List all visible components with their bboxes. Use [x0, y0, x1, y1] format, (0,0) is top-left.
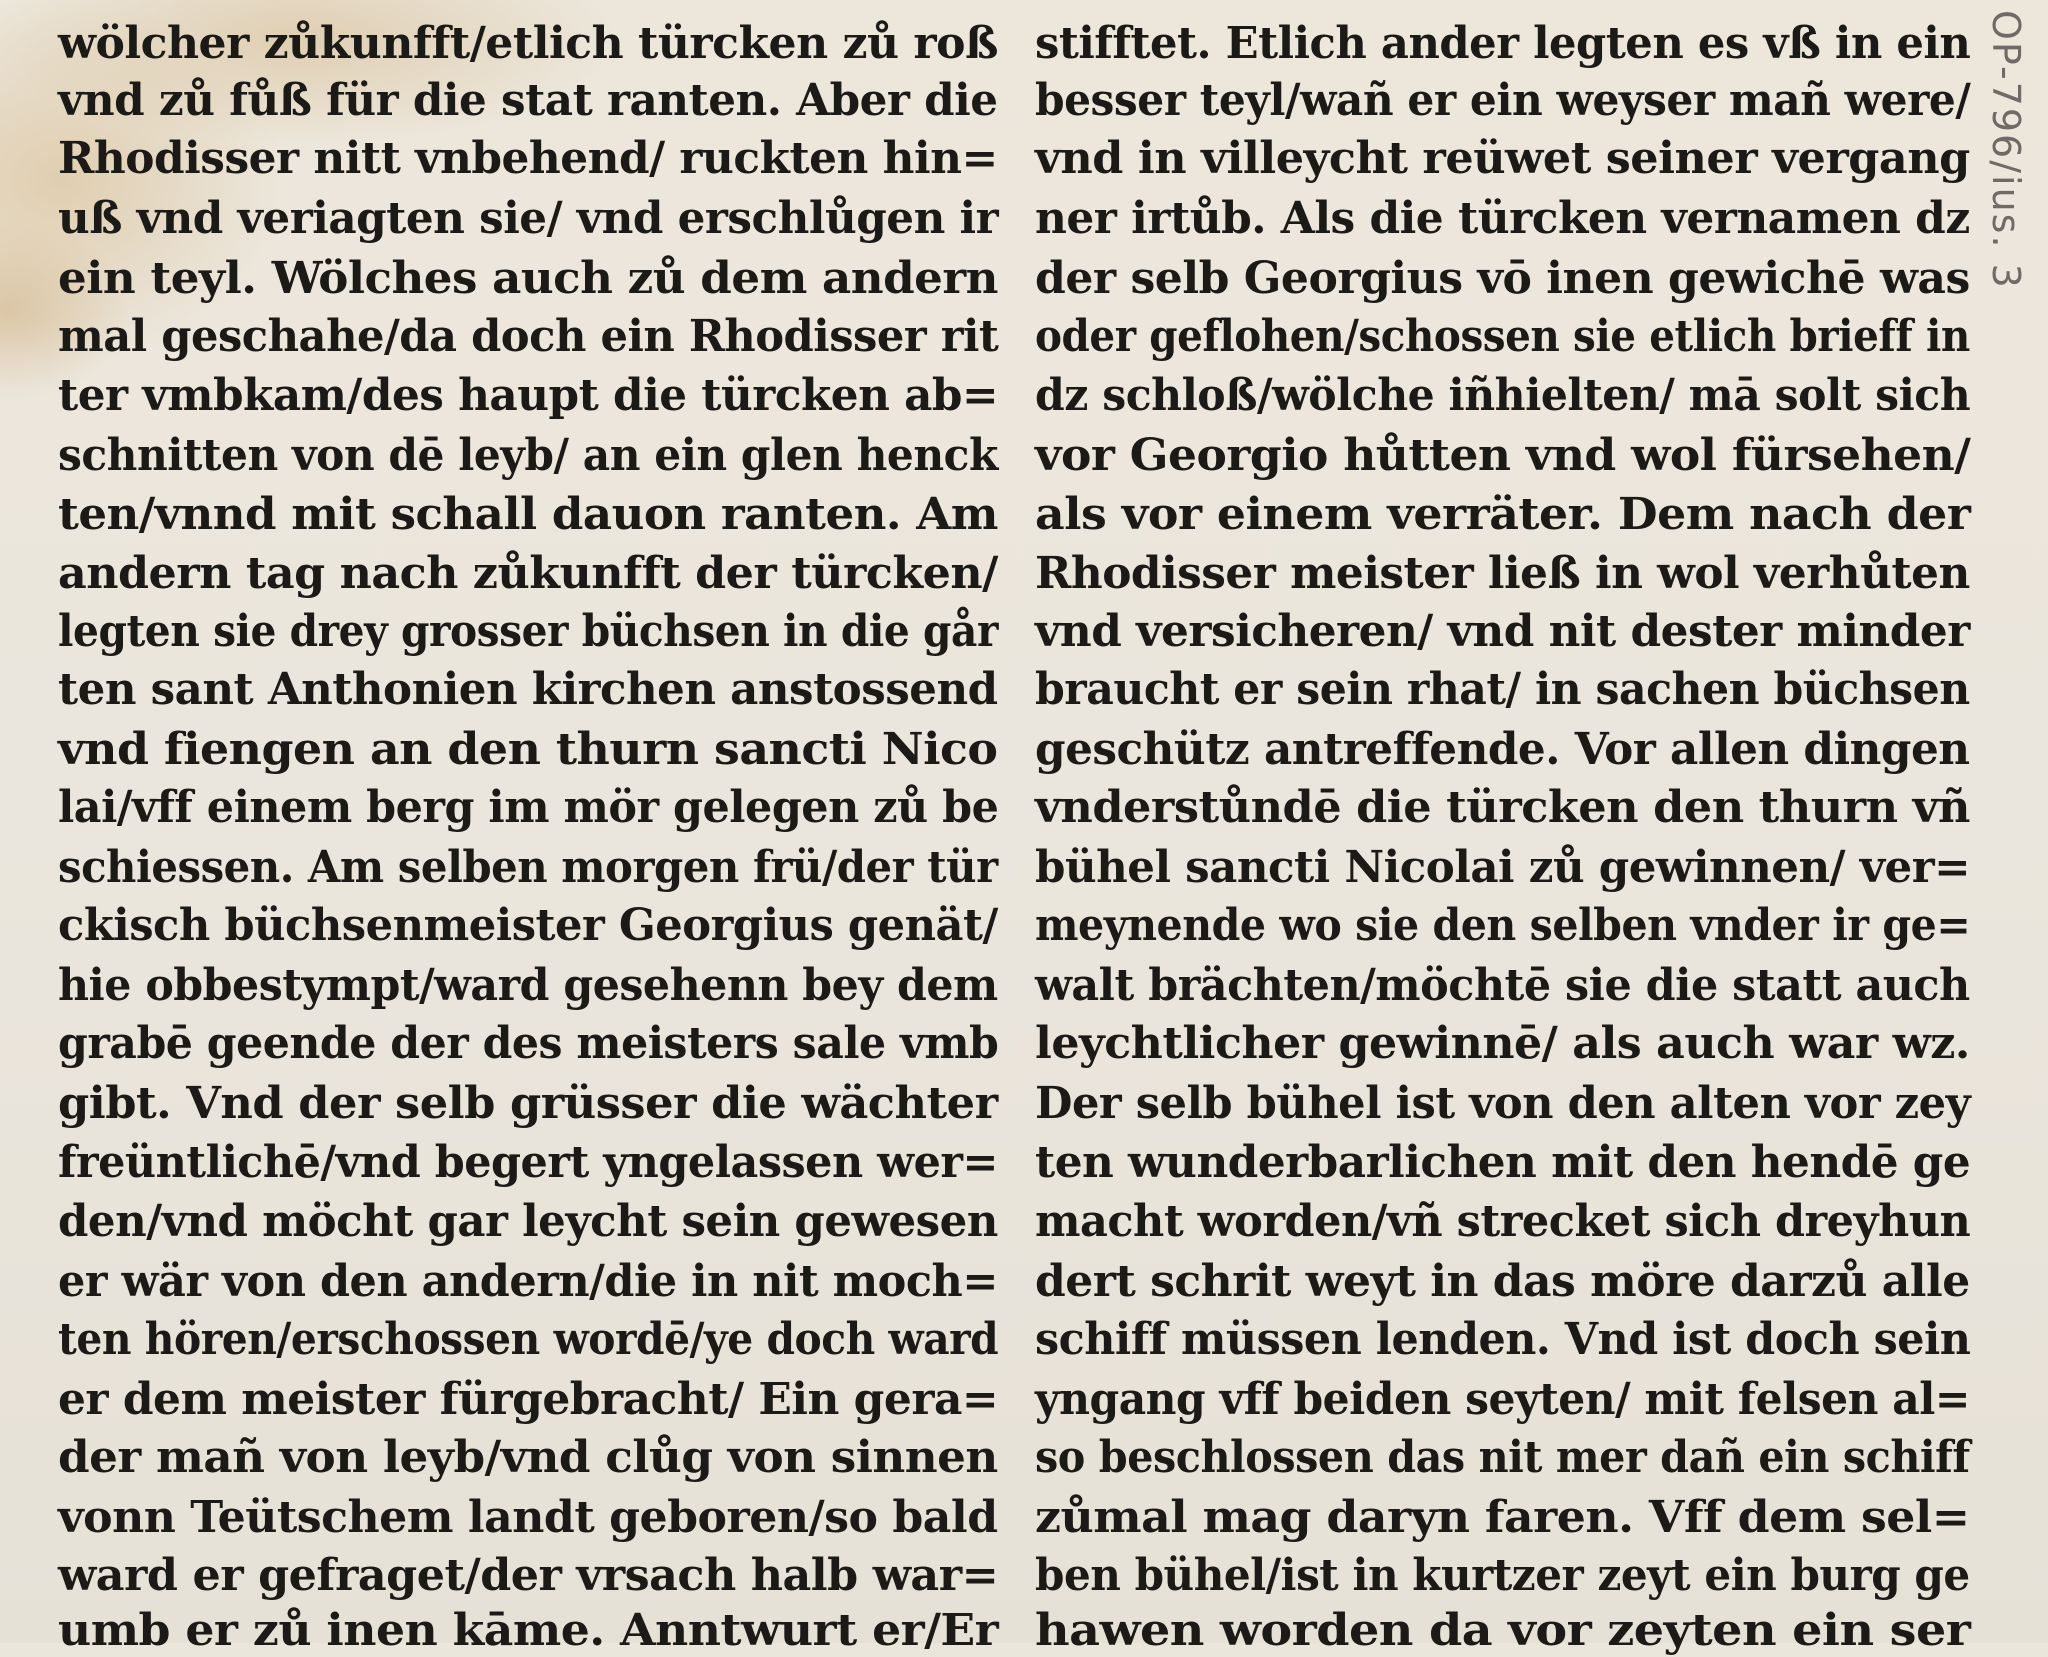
text-line: bühel sancti Nicolai zů gewinnen/ ver= [1035, 842, 1971, 893]
text-line: ten/vnnd mit schall dauon ranten. Am [58, 489, 999, 540]
text-line: yngang vff beiden seyten/ mit felsen al= [1035, 1374, 1970, 1425]
text-line: wölcher zůkunfft/etlich türcken zů roß [58, 18, 999, 69]
text-line: vor Georgio hůtten vnd wol fürsehen/ [1035, 430, 1971, 481]
text-line: ten sant Anthonien kirchen anstossend [58, 664, 998, 715]
text-line: gibt. Vnd der selb grüsser die wächter [58, 1078, 998, 1129]
text-line: Rhodisser nitt vnbehend/ ruckten hin= [58, 133, 998, 184]
text-line: der mañ von leyb/vnd clůg von sinnen [58, 1432, 998, 1483]
text-line: ten hören/erschossen wordē/ye doch ward [58, 1314, 999, 1365]
text-line: Rhodisser meister ließ in wol verhůten [1035, 548, 1970, 599]
text-line: vnd in villeycht reüwet seiner vergang [1035, 133, 1970, 184]
text-line: so beschlossen das nit mer dañ ein schiff [1035, 1432, 1970, 1483]
text-line: mal geschahe/da doch ein Rhodisser rit [58, 311, 999, 362]
text-line: ckisch büchsenmeister Georgius genät/ [58, 900, 998, 951]
text-line: zůmal mag daryn faren. Vff dem sel= [1035, 1492, 1970, 1543]
text-line: dz schloß/wölche iñhielten/ mā solt sich [1035, 370, 1971, 421]
text-line: besser teyl/wañ er ein weyser mañ were/ [1035, 75, 1971, 126]
text-column-right [1035, 0, 1971, 1656]
text-line: vnderstůndē die türcken den thurn vñ [1035, 782, 1970, 833]
text-line: als vor einem verräter. Dem nach der [1035, 489, 1971, 540]
text-column-left [58, 0, 999, 1656]
text-line: andern tag nach zůkunfft der türcken/ [58, 548, 998, 599]
text-line: legten sie drey grosser büchsen in die går [58, 606, 998, 657]
text-line: dert schrit weyt in das möre darzů alle [1035, 1256, 1970, 1307]
text-line: hie obbestympt/ward gesehenn bey dem [58, 960, 998, 1011]
text-line: er wär von den andern/die in nit moch= [58, 1256, 998, 1307]
text-line: lai/vff einem berg im mör gelegen zů be [58, 782, 999, 833]
text-line: umb er zů inen kāme. Anntwurt er/Er [58, 1605, 999, 1656]
text-line: vnd fiengen an den thurn sancti Nico [58, 724, 998, 775]
text-line: oder geflohen/schossen sie etlich brieff in [1035, 311, 1970, 362]
text-line: ner irtůb. Als die türcken vernamen dz [1035, 193, 1970, 244]
text-line: schiff müssen lenden. Vnd ist doch sein [1035, 1314, 1971, 1365]
text-line: leychtlicher gewinnē/ als auch war wz. [1035, 1018, 1970, 1069]
text-line: freüntlichē/vnd begert yngelassen wer= [58, 1137, 998, 1188]
text-line: vonn Teütschem landt geboren/so bald [58, 1492, 998, 1543]
text-line: braucht er sein rhat/ in sachen büchsen [1035, 664, 1970, 715]
text-line: der selb Georgius vō inen gewichē was [1035, 253, 1970, 304]
text-line: stifftet. Etlich ander legten es vß in ein [1035, 18, 1971, 69]
text-line: grabē geende der des meisters sale vmb [58, 1018, 999, 1069]
text-line: den/vnd möcht gar leycht sein gewesen [58, 1196, 998, 1247]
text-line: meynende wo sie den selben vnder ir ge= [1035, 900, 1971, 951]
text-line: hawen worden da vor zeyten ein ser [1035, 1605, 1971, 1656]
text-line: Der selb bühel ist von den alten vor zey [1035, 1078, 1971, 1129]
text-line: macht worden/vñ strecket sich dreyhun [1035, 1196, 1971, 1247]
margin-annotation-text: OP-796/ius. 3 [1984, 10, 2028, 290]
margin-annotation [1984, 10, 2048, 510]
text-line: walt brächten/möchtē sie die statt auch [1035, 960, 1970, 1011]
text-line: ein teyl. Wölches auch zů dem andern [58, 253, 998, 304]
text-line: ten wunderbarlichen mit den hendē ge [1035, 1137, 1971, 1188]
text-line: schnitten von dē leyb/ an ein glen henck [58, 430, 998, 481]
text-line: vnd zů fůß für die stat ranten. Aber die [58, 75, 998, 126]
text-line: geschütz antreffende. Vor allen dingen [1035, 724, 1970, 775]
text-line: vnd versicheren/ vnd nit dester minder [1035, 606, 1970, 657]
text-line: schiessen. Am selben morgen frü/der tür [58, 842, 998, 893]
text-line: uß vnd veriagten sie/ vnd erschlůgen ir [58, 193, 999, 244]
text-line: ward er gefraget/der vrsach halb war= [58, 1550, 999, 1601]
text-line: ter vmbkam/des haupt die türcken ab= [58, 370, 999, 421]
text-line: ben bühel/ist in kurtzer zeyt ein burg ge [1035, 1550, 1970, 1601]
text-line: er dem meister fürgebracht/ Ein gera= [58, 1374, 999, 1425]
